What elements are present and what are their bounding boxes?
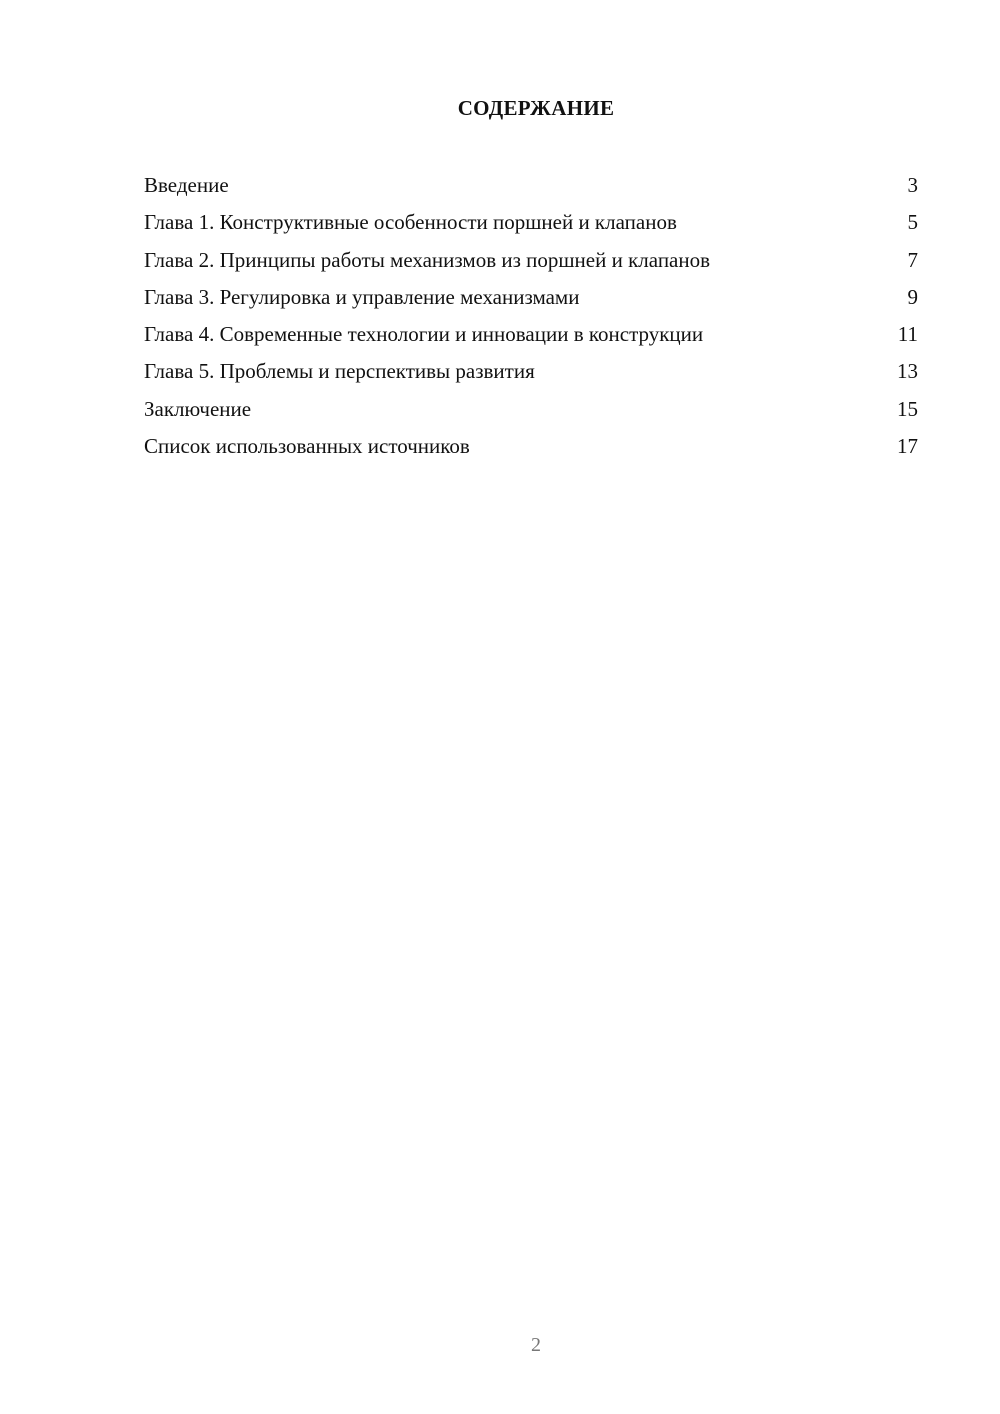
- toc-entry-title: Глава 2. Принципы работы механизмов из поршней и клапанов: [144, 247, 711, 272]
- toc-entry-title: Глава 3. Регулировка и управление механизмами: [144, 284, 580, 309]
- toc-entry-page: 9: [907, 284, 918, 309]
- toc-entry-page: 11: [897, 322, 918, 347]
- toc-entry-chapter-2[interactable]: [144, 245, 918, 282]
- toc-entry-page: 7: [907, 247, 918, 272]
- toc-entry-page: 5: [907, 210, 918, 235]
- toc-entry-title: Глава 1. Конструктивные особенности поршней и клапанов: [144, 210, 677, 235]
- toc-entry-page: 3: [907, 173, 918, 197]
- toc-title: СОДЕРЖАНИЕ: [457, 96, 615, 120]
- toc-entry-references[interactable]: [144, 431, 918, 468]
- toc-entry-page: 13: [897, 359, 918, 384]
- toc-entry-chapter-1[interactable]: [144, 207, 918, 244]
- toc-entry-title: Список использованных источников: [144, 434, 470, 459]
- toc-entry-conclusion[interactable]: [144, 394, 918, 431]
- toc-list: [144, 170, 918, 468]
- toc-entry-chapter-4[interactable]: [144, 319, 918, 356]
- toc-entry-title: Введение: [144, 173, 229, 197]
- toc-entry-title: Глава 4. Современные технологии и инновации в конструкции: [144, 322, 704, 347]
- toc-entry-page: 15: [897, 396, 918, 421]
- toc-entry-title: Глава 5. Проблемы и перспективы развития: [144, 359, 535, 384]
- toc-entry-chapter-3[interactable]: [144, 282, 918, 319]
- toc-entry-page: 17: [897, 434, 918, 459]
- toc-entry-chapter-5[interactable]: [144, 356, 918, 393]
- toc-entry-introduction[interactable]: [144, 170, 918, 207]
- page-number: 2: [531, 1334, 541, 1356]
- toc-entry-title: Заключение: [144, 396, 252, 421]
